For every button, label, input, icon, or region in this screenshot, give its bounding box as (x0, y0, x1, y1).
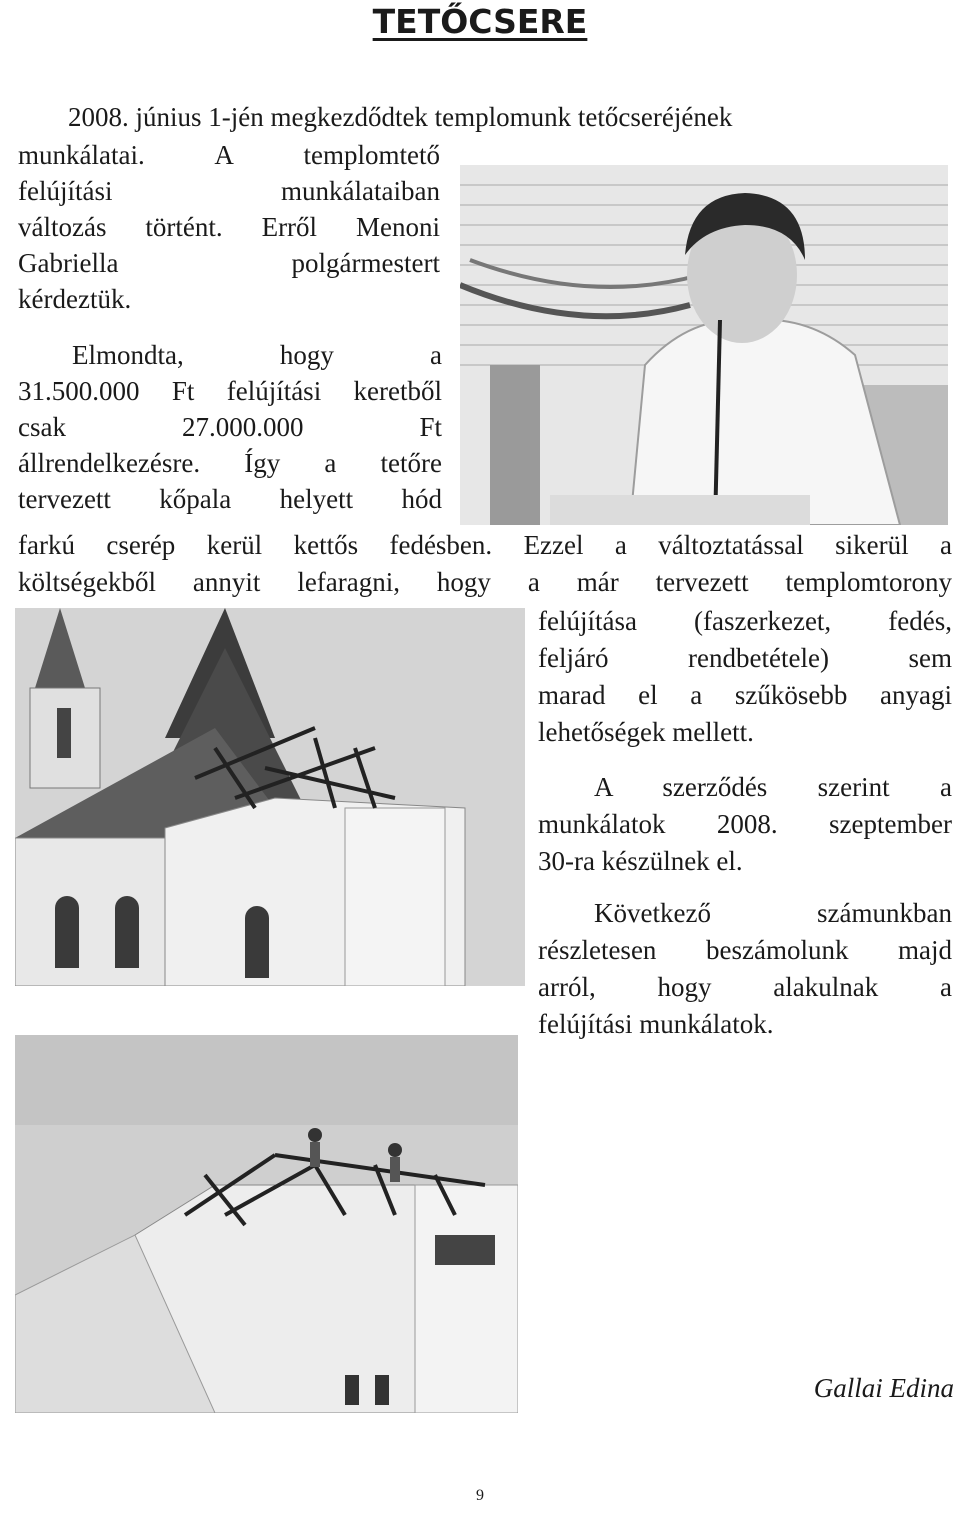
text-line: 2008. június 1-jén megkezdődtek templomunk tetőcseréjének (68, 102, 733, 132)
text-line: állrendelkezésre. Így a tetőre (18, 448, 442, 478)
roof-workers-photo (15, 1035, 518, 1413)
portrait-photo (460, 165, 948, 525)
text-line: felújítása (faszerkezet, fedés, (538, 606, 952, 636)
text-line: lehetőségek mellett. (538, 717, 754, 747)
text-line: csak 27.000.000 Ft (18, 412, 442, 442)
text-line: arról, hogy alakulnak a (538, 972, 952, 1002)
text-line: kérdeztük. (18, 284, 132, 314)
text-line: munkálatok 2008. szeptember (538, 809, 952, 839)
text-line: felújítási munkálataiban (18, 176, 440, 206)
church-roof-photo (15, 608, 525, 986)
text-line: feljáró rendbetétele) sem (538, 643, 952, 673)
text-line: A szerződés szerint a (594, 772, 952, 802)
text-line: Gabriella polgármestert (18, 248, 440, 278)
author-signature: Gallai Edina (813, 1373, 954, 1403)
text-line: 30-ra készülnek el. (538, 846, 743, 876)
text-line: részletesen beszámolunk majd (538, 935, 952, 965)
text-line: munkálatai. A templomtető (18, 140, 440, 170)
text-line: marad el a szűkösebb anyagi (538, 680, 952, 710)
text-line: farkú cserép kerül kettős fedésben. Ezzel a változtatással sikerül a (18, 530, 952, 560)
page-title: TETŐCSERE (372, 2, 588, 41)
text-line: költségekből annyit lefaragni, hogy a már tervezett templomtorony (18, 567, 952, 597)
text-line: tervezett kőpala helyett hód (18, 484, 442, 514)
text-line: 31.500.000 Ft felújítási keretből (18, 376, 442, 406)
text-line: változás történt. Erről Menoni (18, 212, 440, 242)
text-line: felújítási munkálatok. (538, 1009, 774, 1039)
text-line: Elmondta, hogy a (72, 340, 442, 370)
text-line: Következő számunkban (594, 898, 952, 928)
page-number: 9 (476, 1487, 484, 1504)
